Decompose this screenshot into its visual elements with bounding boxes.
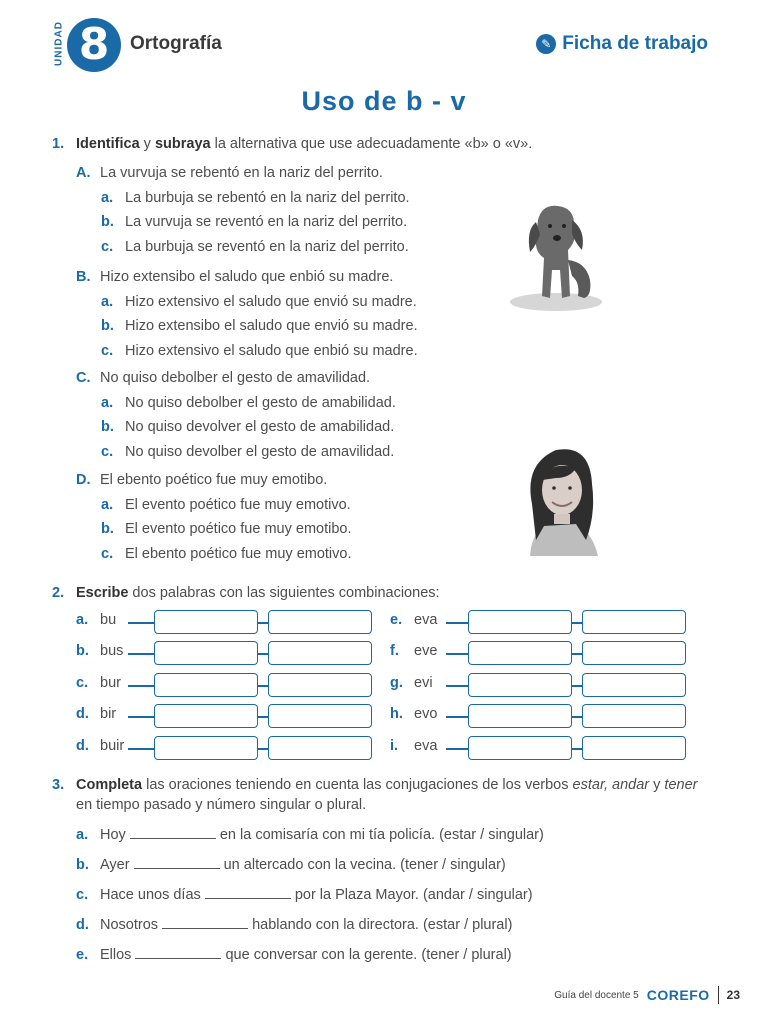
sentence-letter: a. — [76, 827, 89, 843]
row-letter: g. — [390, 675, 403, 691]
combination-label — [76, 706, 116, 722]
option-text: Hizo extensibo el saludo que envió su madre. — [125, 318, 418, 334]
footer-divider — [718, 986, 719, 1004]
item-text: El ebento poético fue muy emotibo. — [100, 472, 328, 488]
sentence-start: Ellos — [100, 947, 136, 963]
combination-row — [76, 704, 396, 728]
word-box-1[interactable] — [468, 610, 572, 634]
woman-portrait-image — [510, 444, 610, 556]
word-box-2[interactable] — [582, 610, 686, 634]
combination-row — [390, 736, 710, 760]
combination-label — [76, 675, 121, 691]
item-letter: C. — [76, 370, 91, 386]
answer-blank[interactable] — [130, 825, 216, 839]
row-letter: f. — [390, 643, 399, 659]
item-text: No quiso debolber el gesto de amavilidad. — [100, 370, 371, 386]
answer-blank[interactable] — [135, 945, 221, 959]
word-box-1[interactable] — [154, 673, 258, 697]
combination-label — [390, 643, 437, 659]
connector-line — [446, 716, 468, 718]
connector-line — [446, 622, 468, 624]
option-text: No quiso debolber el gesto de amabilidad. — [125, 394, 396, 411]
word-box-2[interactable] — [268, 673, 372, 697]
answer-option[interactable] — [101, 343, 418, 359]
word-box-2[interactable] — [582, 673, 686, 697]
word-box-2[interactable] — [582, 641, 686, 665]
option-letter: c. — [101, 238, 114, 255]
connector-line — [446, 653, 468, 655]
puppy-image — [508, 200, 604, 312]
connector-line — [572, 653, 582, 655]
sentence-start: Hace unos días — [100, 887, 205, 903]
sentence-end: por la Plaza Mayor. (andar / singular) — [290, 887, 533, 903]
answer-blank[interactable] — [205, 885, 291, 899]
sentence-start: Ayer — [100, 857, 134, 873]
connector-line — [128, 748, 154, 750]
page-number: 23 — [726, 988, 740, 1002]
option-letter: a. — [101, 189, 114, 206]
sentence-start: Nosotros — [100, 917, 163, 933]
completion-sentence — [76, 855, 506, 873]
combination-label — [390, 706, 437, 722]
word-box-2[interactable] — [268, 641, 372, 665]
connector-line — [258, 716, 268, 718]
sentence-letter: e. — [76, 947, 89, 963]
completion-sentence — [76, 915, 512, 933]
row-letter: c. — [76, 675, 89, 691]
word-box-1[interactable] — [468, 736, 572, 760]
page-title: Uso de b - v — [301, 86, 467, 116]
question-1-item — [76, 472, 327, 488]
word-box-2[interactable] — [268, 610, 372, 634]
page-footer — [554, 986, 740, 1004]
row-syllable: eva — [414, 612, 438, 628]
connector-line — [128, 622, 154, 624]
sentence-end: que conversar con la gerente. (tener / plural) — [221, 947, 512, 963]
combination-row — [76, 610, 396, 634]
combination-label — [390, 675, 433, 691]
completion-sentence — [76, 885, 533, 903]
combination-label — [390, 738, 437, 754]
option-text: No quiso devolver el gesto de amabilidad. — [125, 419, 395, 435]
option-text: Hizo extensivo el saludo que enbió su madre. — [125, 342, 418, 359]
option-text: El evento poético fue muy emotivo. — [125, 496, 351, 513]
sentence-end: un altercado con la vecina. (tener / singular) — [219, 857, 506, 873]
row-syllable: bur — [100, 675, 121, 691]
combination-row — [390, 673, 710, 697]
option-letter: c. — [101, 545, 114, 562]
row-letter: a. — [76, 612, 89, 628]
answer-option[interactable] — [101, 239, 409, 255]
pencil-icon: ✎ — [536, 34, 556, 54]
row-letter: d. — [76, 706, 89, 722]
combination-row — [76, 641, 396, 665]
item-text: Hizo extensibo el saludo que enbió su madre. — [100, 269, 394, 285]
option-letter: b. — [101, 318, 114, 334]
word-box-2[interactable] — [582, 704, 686, 728]
option-letter: c. — [101, 443, 114, 460]
unit-label: UNIDAD — [53, 21, 65, 66]
row-letter: e. — [390, 612, 403, 628]
word-box-1[interactable] — [468, 673, 572, 697]
word-box-1[interactable] — [154, 704, 258, 728]
sentence-letter: d. — [76, 917, 89, 933]
answer-option[interactable] — [101, 419, 394, 435]
connector-line — [258, 653, 268, 655]
word-box-1[interactable] — [468, 641, 572, 665]
answer-option[interactable] — [101, 318, 418, 334]
option-letter: b. — [101, 214, 114, 230]
answer-option[interactable] — [101, 546, 352, 562]
row-letter: i. — [390, 738, 399, 754]
brand-logo: COREFO — [646, 987, 710, 1003]
row-letter: d. — [76, 738, 89, 754]
option-letter: c. — [101, 342, 114, 359]
connector-line — [572, 622, 582, 624]
option-text: La vurvuja se reventó en la nariz del perrito. — [125, 214, 408, 230]
connector-line — [128, 685, 154, 687]
item-letter: D. — [76, 472, 91, 488]
unit-number-badge: 8 — [67, 18, 121, 72]
option-letter: a. — [101, 394, 114, 411]
row-syllable: eve — [414, 643, 438, 659]
combination-row — [76, 736, 396, 760]
item-text: La vurvuja se rebentó en la nariz del perrito. — [100, 165, 383, 181]
option-letter: a. — [101, 293, 114, 310]
answer-blank[interactable] — [162, 915, 248, 929]
answer-option[interactable] — [101, 395, 396, 411]
option-text: Hizo extensivo el saludo que envió su madre. — [125, 293, 417, 310]
row-letter: h. — [390, 706, 403, 722]
sentence-end: en la comisaría con mi tía policía. (estar / singular) — [215, 827, 544, 843]
option-text: No quiso devolber el gesto de amavilidad. — [125, 443, 395, 460]
answer-option[interactable] — [101, 214, 407, 230]
connector-line — [258, 685, 268, 687]
row-syllable: buir — [100, 738, 125, 754]
option-letter: b. — [101, 521, 114, 537]
row-syllable: bir — [100, 706, 117, 722]
combination-label — [76, 643, 123, 659]
completion-sentence — [76, 945, 512, 963]
item-letter: A. — [76, 165, 91, 181]
combination-label — [76, 738, 124, 754]
question-3-heading-line2: en tiempo pasado y número singular o plural. — [76, 797, 367, 813]
option-text: La burbuja se reventó en la nariz del perrito. — [125, 238, 409, 255]
option-letter: a. — [101, 496, 114, 513]
answer-option[interactable] — [101, 497, 351, 513]
connector-line — [572, 685, 582, 687]
combination-label — [390, 612, 437, 628]
connector-line — [572, 748, 582, 750]
word-box-1[interactable] — [154, 610, 258, 634]
word-box-2[interactable] — [582, 736, 686, 760]
connector-line — [128, 653, 154, 655]
guide-label: Guía del docente 5 — [554, 989, 639, 1001]
word-box-1[interactable] — [154, 641, 258, 665]
connector-line — [446, 748, 468, 750]
answer-option[interactable] — [101, 521, 352, 537]
item-letter: B. — [76, 269, 91, 285]
word-box-2[interactable] — [268, 704, 372, 728]
question-1-item — [76, 165, 383, 181]
unit-title: Ortografía — [130, 33, 222, 54]
combination-label — [76, 612, 116, 628]
connector-line — [128, 716, 154, 718]
option-text: El evento poético fue muy emotibo. — [125, 521, 352, 537]
completion-sentence — [76, 825, 544, 843]
combination-row — [390, 641, 710, 665]
answer-option[interactable] — [101, 444, 394, 460]
word-box-2[interactable] — [268, 736, 372, 760]
option-text: El ebento poético fue muy emotivo. — [125, 545, 352, 562]
answer-option[interactable] — [101, 190, 410, 206]
connector-line — [258, 748, 268, 750]
connector-line — [258, 622, 268, 624]
combination-row — [76, 673, 396, 697]
combination-row — [390, 610, 710, 634]
option-text: La burbuja se rebentó en la nariz del perrito. — [125, 189, 410, 206]
sheet-label: ✎ Ficha de trabajo — [536, 33, 708, 55]
answer-option[interactable] — [101, 294, 417, 310]
word-box-1[interactable] — [154, 736, 258, 760]
sentence-start: Hoy — [100, 827, 130, 843]
combination-row — [390, 704, 710, 728]
row-syllable: bu — [100, 612, 117, 628]
sentence-letter: c. — [76, 887, 89, 903]
row-syllable: evo — [414, 706, 438, 722]
option-letter: b. — [101, 419, 114, 435]
sentence-letter: b. — [76, 857, 89, 873]
word-box-1[interactable] — [468, 704, 572, 728]
row-syllable: bus — [100, 643, 124, 659]
row-letter: b. — [76, 643, 89, 659]
connector-line — [446, 685, 468, 687]
answer-blank[interactable] — [134, 855, 220, 869]
connector-line — [572, 716, 582, 718]
sentence-end: hablando con la directora. (estar / plural) — [248, 917, 513, 933]
question-1-item — [76, 269, 393, 285]
row-syllable: eva — [414, 738, 438, 754]
row-syllable: evi — [414, 675, 433, 691]
question-1-item — [76, 370, 370, 386]
